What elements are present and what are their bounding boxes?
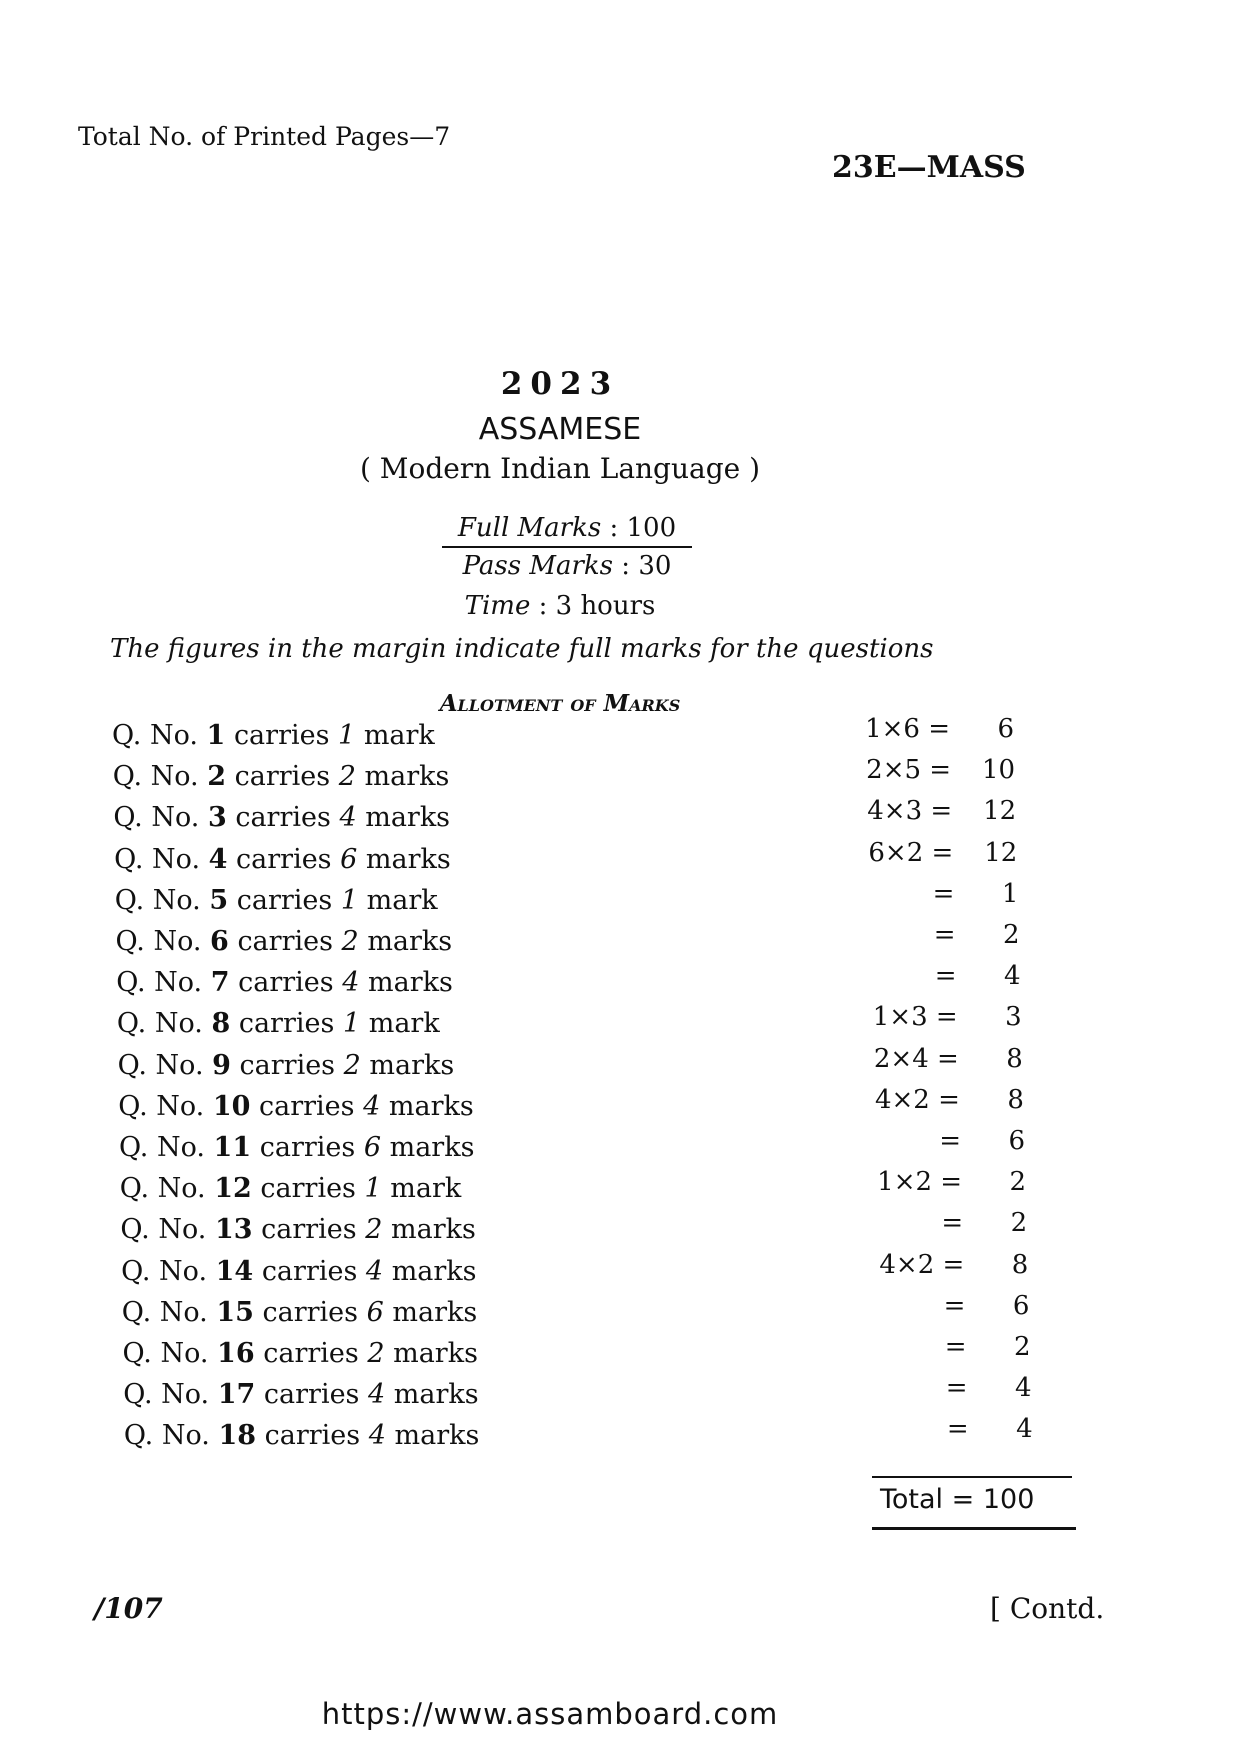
- question-row: [115, 885, 438, 916]
- question-number: 17: [217, 1379, 256, 1411]
- question-number: 9: [212, 1049, 231, 1081]
- marks-unit: marks: [391, 1214, 476, 1246]
- carries-word: carries: [233, 720, 330, 751]
- carries-word: carries: [239, 1049, 336, 1081]
- marks-subtotal: 2: [1010, 1208, 1028, 1239]
- question-row: [117, 1008, 440, 1039]
- marks-subtotal: 6: [1008, 1126, 1025, 1156]
- marks-subtotal: 6: [997, 714, 1014, 744]
- total-row: [880, 1484, 1034, 1515]
- question-number: 10: [212, 1090, 251, 1122]
- question-row: [116, 926, 453, 957]
- question-row: [114, 844, 451, 875]
- pass-marks-value: : 30: [621, 551, 672, 581]
- marks-count: 2: [341, 926, 359, 957]
- question-number: 16: [217, 1338, 255, 1369]
- marks-calculation: 2×5 =: [866, 755, 952, 786]
- question-number: 11: [213, 1132, 252, 1163]
- marks-count: 1: [364, 1173, 382, 1205]
- question-number: 8: [211, 1008, 231, 1040]
- question-row: [122, 1297, 477, 1328]
- marks-unit: marks: [389, 1132, 475, 1163]
- marks-unit: marks: [393, 1379, 479, 1411]
- question-prefix: Q. No.: [119, 1132, 205, 1163]
- question-prefix: Q. No.: [121, 1255, 208, 1287]
- question-number: 2: [207, 761, 227, 793]
- question-number: 15: [216, 1296, 254, 1328]
- marks-instruction: The figures in the margin indicate full marks for the questions: [110, 634, 934, 664]
- marks-subtotal: 2: [1013, 1332, 1031, 1362]
- question-row: [113, 802, 450, 833]
- carries-word: carries: [262, 1296, 359, 1328]
- carries-word: carries: [261, 1214, 357, 1246]
- total-divider-bottom: [872, 1527, 1076, 1530]
- marks-unit: marks: [388, 1090, 474, 1122]
- marks-unit: marks: [369, 1049, 455, 1081]
- question-number: 13: [214, 1214, 253, 1246]
- marks-count: 4: [365, 1255, 384, 1287]
- marks-calculation: =: [939, 1126, 961, 1156]
- marks-count: 4: [368, 1379, 386, 1411]
- marks-subtotal: 1: [1001, 878, 1019, 909]
- marks-unit: marks: [364, 761, 450, 793]
- marks-calculation: =: [932, 878, 955, 909]
- marks-calculation: =: [945, 1373, 968, 1404]
- carries-word: carries: [238, 967, 334, 999]
- question-row: [121, 1256, 476, 1287]
- question-prefix: Q. No.: [112, 720, 198, 751]
- marks-count: 4: [342, 967, 360, 999]
- marks-calculation: 1×3 =: [872, 1002, 958, 1033]
- question-prefix: Q. No.: [122, 1338, 209, 1369]
- marks-unit: marks: [368, 967, 453, 999]
- question-row: [120, 1214, 475, 1245]
- marks-unit: marks: [367, 926, 453, 957]
- marks-unit: mark: [363, 720, 435, 751]
- marks-count: 1: [342, 1008, 361, 1040]
- marks-subtotal: 8: [1006, 1043, 1023, 1074]
- paper-code: 23E—MASS: [832, 150, 1026, 185]
- carries-word: carries: [236, 843, 332, 875]
- marks-calculation: =: [946, 1414, 969, 1445]
- full-marks-label: Full Marks: [457, 513, 602, 543]
- question-prefix: Q. No.: [119, 1173, 206, 1205]
- continued-label: [ Contd.: [990, 1592, 1105, 1625]
- marks-unit: marks: [365, 843, 451, 875]
- carries-word: carries: [261, 1255, 358, 1287]
- question-row: [120, 1173, 462, 1204]
- question-number: 12: [214, 1173, 252, 1205]
- question-row: [123, 1338, 478, 1369]
- marks-calculation: 2×4 =: [873, 1043, 959, 1074]
- marks-unit: marks: [365, 802, 451, 834]
- marks-subtotal: 4: [1015, 1373, 1032, 1404]
- time-value: : 3 hours: [538, 591, 656, 621]
- carries-word: carries: [237, 926, 333, 957]
- question-row: [113, 761, 450, 792]
- marks-count: 6: [366, 1296, 384, 1328]
- question-prefix: Q. No.: [123, 1379, 210, 1411]
- question-row: [112, 720, 435, 751]
- question-prefix: Q. No.: [117, 1049, 204, 1081]
- question-prefix: Q. No.: [121, 1296, 208, 1328]
- subject-subtitle: ( Modern Indian Language ): [359, 452, 761, 485]
- marks-subtotal: 8: [1007, 1084, 1024, 1115]
- question-row: [118, 1091, 473, 1122]
- total-label: Total: [880, 1484, 944, 1515]
- footer-url: https://www.assamboard.com: [321, 1697, 779, 1731]
- marks-calculation: 1×6 =: [865, 714, 950, 744]
- marks-count: 1: [338, 720, 356, 751]
- question-number: 14: [215, 1255, 254, 1287]
- exam-year: 2023: [500, 366, 620, 402]
- question-prefix: Q. No.: [115, 926, 202, 957]
- question-row: [123, 1379, 478, 1410]
- carries-word: carries: [263, 1379, 360, 1411]
- question-number: 1: [206, 720, 226, 751]
- question-row: [119, 1132, 474, 1163]
- marks-subtotal: 4: [1016, 1414, 1033, 1445]
- marks-count: 2: [365, 1214, 383, 1246]
- question-number: 7: [210, 967, 230, 999]
- marks-calculation: =: [944, 1332, 967, 1362]
- question-prefix: Q. No.: [118, 1090, 205, 1122]
- carries-word: carries: [264, 1420, 361, 1452]
- question-prefix: Q. No.: [113, 802, 200, 834]
- question-row: [116, 967, 453, 998]
- marks-subtotal: 2: [1002, 920, 1020, 950]
- marks-count: 4: [368, 1420, 386, 1452]
- marks-count: 1: [340, 884, 359, 916]
- total-divider-top: [872, 1476, 1072, 1478]
- carries-word: carries: [259, 1090, 355, 1122]
- marks-calculation: =: [941, 1208, 964, 1239]
- question-prefix: Q. No.: [120, 1214, 207, 1246]
- marks-unit: marks: [391, 1255, 477, 1287]
- marks-count: 2: [367, 1338, 385, 1369]
- marks-unit: marks: [394, 1420, 480, 1452]
- question-prefix: Q. No.: [114, 843, 201, 875]
- marks-count: 6: [363, 1132, 382, 1163]
- marks-count: 6: [340, 843, 358, 875]
- question-prefix: Q. No.: [123, 1420, 210, 1452]
- marks-calculation: 1×2 =: [877, 1167, 963, 1198]
- carries-word: carries: [259, 1132, 356, 1163]
- carries-word: carries: [263, 1338, 359, 1369]
- marks-subtotal: 12: [984, 837, 1018, 868]
- total-value: = 100: [951, 1484, 1035, 1515]
- marks-subtotal: 12: [983, 796, 1017, 827]
- time-label: Time: [464, 591, 531, 621]
- carries-word: carries: [238, 1008, 335, 1040]
- marks-unit: mark: [390, 1173, 462, 1205]
- question-number: 18: [218, 1420, 257, 1452]
- marks-subtotal: 3: [1005, 1002, 1022, 1033]
- question-prefix: Q. No.: [116, 967, 203, 999]
- marks-count: 2: [343, 1049, 361, 1081]
- marks-subtotal: 10: [982, 755, 1016, 786]
- question-row: [118, 1050, 455, 1081]
- allotment-heading: Allotment of Marks: [439, 690, 681, 717]
- question-number: 6: [210, 926, 229, 957]
- question-row: [124, 1420, 479, 1451]
- marks-unit: marks: [392, 1296, 478, 1328]
- question-prefix: Q. No.: [112, 761, 199, 793]
- marks-calculation: =: [943, 1290, 966, 1321]
- pass-marks-label: Pass Marks: [462, 551, 614, 581]
- question-prefix: Q. No.: [116, 1008, 203, 1040]
- subject-title: ASSAMESE: [478, 412, 642, 447]
- question-number: 4: [208, 843, 228, 875]
- question-number: 5: [209, 884, 229, 916]
- question-prefix: Q. No.: [114, 884, 201, 916]
- marks-subtotal: 4: [1004, 961, 1021, 992]
- question-number: 3: [207, 802, 227, 834]
- marks-subtotal: 8: [1011, 1249, 1029, 1280]
- marks-unit: mark: [366, 884, 438, 916]
- marks-unit: mark: [368, 1008, 440, 1040]
- marks-calculation: =: [933, 920, 956, 950]
- marks-calculation: 6×2 =: [868, 837, 954, 868]
- printed-pages-count: Total No. of Printed Pages—7: [78, 122, 451, 151]
- carries-word: carries: [235, 802, 331, 834]
- marks-count: 4: [363, 1090, 381, 1122]
- full-marks-value: : 100: [609, 513, 677, 543]
- carries-word: carries: [236, 884, 333, 916]
- marks-count: 4: [339, 802, 357, 834]
- marks-count: 2: [338, 761, 356, 793]
- marks-calculation: 4×2 =: [879, 1249, 965, 1280]
- marks-subtotal: 6: [1012, 1290, 1030, 1321]
- marks-calculation: 4×2 =: [874, 1084, 960, 1115]
- marks-unit: marks: [393, 1338, 478, 1369]
- marks-calculation: =: [934, 961, 957, 992]
- page-code: /107: [94, 1592, 163, 1625]
- carries-word: carries: [260, 1173, 356, 1205]
- marks-subtotal: 2: [1009, 1167, 1027, 1198]
- marks-calculation: 4×3 =: [867, 796, 953, 827]
- carries-word: carries: [234, 761, 331, 793]
